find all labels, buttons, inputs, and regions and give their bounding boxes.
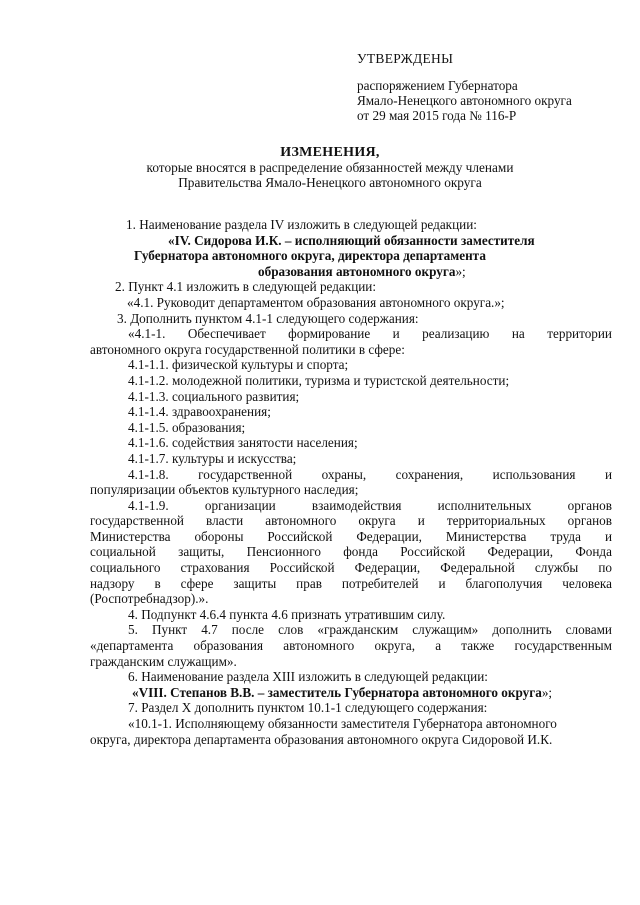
item-4-1-1-4: 4.1-1.4. здравоохранения; (128, 404, 271, 420)
approval-line-3: от 29 мая 2015 года № 116-Р (357, 108, 517, 123)
paragraph-3: 3. Дополнить пунктом 4.1-1 следующего содержания: (117, 310, 419, 326)
section-iv-title-3-end: »; (455, 263, 466, 279)
item-4-1-1-9-cont-5: надзору в сфере защиты прав потребителей и благополучия человека (90, 575, 612, 591)
approval-line-2: Ямало-Ненецкого автономного округа (357, 93, 572, 108)
item-4-1-1-8: 4.1-1.8. государственной охраны, сохранения, использования и (128, 466, 612, 482)
paragraph-2: 2. Пункт 4.1 изложить в следующей редакции: (115, 279, 377, 295)
item-4-1-1-6: 4.1-1.6. содействия занятости населения; (128, 435, 358, 451)
paragraph-7: 7. Раздел X дополнить пунктом 10.1-1 следующего содержания: (128, 700, 488, 716)
approval-heading: УТВЕРЖДЕНЫ (357, 51, 454, 66)
item-4-1-1-3: 4.1-1.3. социального развития; (128, 388, 300, 404)
item-4-1-1-8-cont: популяризации объектов культурного наследия; (90, 482, 359, 498)
document-header (60, 145, 600, 190)
item-4-1-1-5: 4.1-1.5. образования; (128, 419, 246, 435)
paragraph-4: 4. Подпункт 4.6.4 пункта 4.6 признать утратившим силу. (128, 606, 446, 622)
item-4-1-1-9: 4.1-1.9. организации взаимодействия исполнительных органов (128, 497, 612, 513)
item-4-1-1-9-cont-2: Министерства обороны Российской Федерации, Министерства труда и (90, 528, 612, 544)
paragraph-6: 6. Наименование раздела XIII изложить в следующей редакции: (128, 669, 488, 685)
section-iv-title-3 (90, 264, 612, 280)
document-subtitle-2: Правительства Ямало-Ненецкого автономного округа (178, 175, 482, 190)
approval-stamp (357, 51, 627, 123)
item-4-1-1-9-cont-1: государственной власти автономного округа и территориальных органов (90, 513, 612, 529)
section-iv-title-3-bold: образования автономного округа (258, 263, 456, 279)
section-iv-title-2: Губернатора автономного округа, директора департамента (134, 248, 486, 264)
paragraph-2-text: «4.1. Руководит департаментом образования автономного округа.»; (127, 294, 505, 310)
document-body (90, 217, 612, 747)
section-viii-title-bold: «VIII. Степанов В.В. – заместитель Губернатора автономного округа (132, 684, 542, 700)
item-4-1-1-2: 4.1-1.2. молодежной политики, туризма и туристской деятельности; (128, 372, 510, 388)
approval-line-1: распоряжением Губернатора (357, 78, 518, 93)
section-iv-title-1: «IV. Сидорова И.К. – исполняющий обязанности заместителя (168, 232, 535, 248)
item-4-1-1-9-cont-4: социального страхования Российской Федерации, Федеральной службы по (90, 560, 612, 576)
document-subtitle-1: которые вносятся в распределение обязанностей между членами (146, 160, 514, 175)
paragraph-5-cont-1: «департамента образования автономного округа, а также государственным (90, 638, 612, 654)
item-10-1-1: «10.1-1. Исполняющему обязанности заместителя Губернатора автономного (128, 716, 557, 731)
item-4-1-1: «4.1-1. Обеспечивает формирование и реализацию на территории (128, 326, 612, 342)
item-4-1-1-1: 4.1-1.1. физической культуры и спорта; (128, 357, 349, 373)
item-4-1-1-9-cont-3: социальной защиты, Пенсионного фонда Российской Федерации, Фонда (90, 544, 612, 560)
item-10-1-1-cont: округа, директора департамента образования автономного округа Сидоровой И.К. (90, 731, 553, 747)
document-title: ИЗМЕНЕНИЯ, (280, 145, 380, 160)
item-4-1-1-7: 4.1-1.7. культуры и искусства; (128, 450, 297, 466)
item-4-1-1-9-cont-6: (Роспотребнадзор).». (90, 591, 209, 607)
paragraph-5-cont-2: гражданским служащим». (90, 653, 237, 669)
section-viii-title-end: »; (541, 684, 553, 700)
item-4-1-1-cont: автономного округа государственной политики в сфере: (90, 341, 405, 357)
paragraph-5: 5. Пункт 4.7 после слов «гражданским служащим» дополнить словами (128, 622, 612, 638)
section-viii-title (90, 685, 612, 701)
paragraph-1: 1. Наименование раздела IV изложить в следующей редакции: (126, 217, 477, 232)
